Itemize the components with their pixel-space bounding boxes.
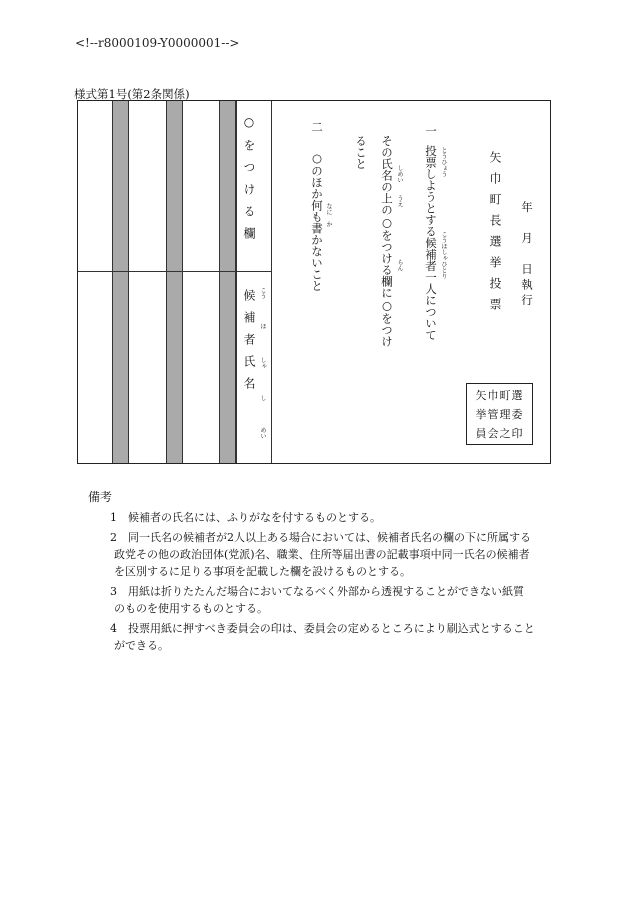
instruction-ruby-nani: なに: [325, 203, 332, 215]
note-item: [88, 509, 558, 526]
instruction-1-number: 一: [424, 125, 438, 137]
instruction-1-line-1: 投票しようとする候補者一人について: [424, 145, 438, 341]
instruction-1-line-2: その氏名の上の○をつける欄に○をつけ: [380, 135, 394, 347]
ballot-title: 矢巾町長選挙投票: [488, 151, 502, 319]
note-number: 1: [110, 511, 117, 524]
instruction-ruby-ka: か: [325, 221, 332, 227]
instruction-ruby-kohoshahitori: こうほしゃひとり: [440, 231, 447, 279]
seal-line: 員会之印: [475, 427, 524, 440]
note-text: 投票用紙に押すべき委員会の印は、委員会の定めるところにより刷込式とすること: [128, 622, 535, 635]
instruction-ruby-shimei: しめい: [396, 165, 403, 183]
instruction-ruby-ran: らん: [396, 259, 403, 271]
mark-column-label: ○をつける欄: [242, 115, 256, 249]
note-item: [88, 529, 558, 580]
candidate-ruby-sha: しゃ: [259, 357, 266, 369]
instruction-ruby-ue: うえ: [396, 195, 403, 207]
note-number: 2: [110, 531, 117, 544]
note-text: ができる。: [114, 639, 169, 652]
column-divider: [271, 101, 272, 463]
instruction-ruby-tohyo: とうひょう: [440, 147, 447, 177]
note-number: 3: [110, 585, 117, 598]
note-text: 同一氏名の候補者が2人以上ある場合においては、候補者氏名の欄の下に所属する: [128, 531, 531, 544]
seal-line: 矢巾町選: [475, 389, 524, 402]
notes-title: 備考: [88, 490, 113, 504]
note-item: [88, 583, 558, 617]
candidate-ruby-ho: ほ: [259, 323, 266, 329]
row-divider: [78, 271, 271, 272]
note-text: 政党その他の政治団体(党派)名、職業、住所等届出書の記載事項中同一氏名の候補者: [114, 548, 530, 561]
source-comment-tag: <!--r8000109-Y0000001-->: [75, 36, 240, 50]
separator-column-gray: [112, 101, 129, 463]
election-committee-seal: [466, 383, 533, 445]
note-text: 用紙は折りたたんだ場合においてなるべく外部から透視することができない紙質: [128, 585, 524, 598]
candidate-ruby-ko: こう: [259, 287, 266, 299]
execution-date: 年 月 日執行: [520, 201, 534, 310]
note-text: 候補者の氏名には、ふりがなを付するものとする。: [128, 511, 381, 524]
note-number: 4: [110, 622, 117, 635]
column-divider: [236, 101, 237, 463]
candidate-ruby-mei: めい: [259, 427, 266, 439]
form-label: 様式第1号(第2条関係): [74, 87, 190, 101]
note-text: を区別するに足りる事項を記載した欄を設けるものとする。: [114, 565, 411, 578]
note-item: [88, 620, 558, 654]
notes-section: [88, 488, 558, 657]
instruction-2-line-1: ○のほか何も書かないこと: [310, 151, 324, 292]
candidate-column-label: 候補者氏名: [242, 289, 256, 399]
instruction-2-number: 二: [310, 121, 324, 133]
instruction-1-line-3: ること: [354, 135, 368, 170]
ballot-form: [77, 100, 551, 464]
separator-column-gray: [166, 101, 183, 463]
note-text: のものを使用するものとする。: [114, 602, 268, 615]
separator-column-gray: [219, 101, 236, 463]
candidate-ruby-shi: し: [259, 395, 266, 401]
seal-line: 挙管理委: [475, 408, 524, 421]
